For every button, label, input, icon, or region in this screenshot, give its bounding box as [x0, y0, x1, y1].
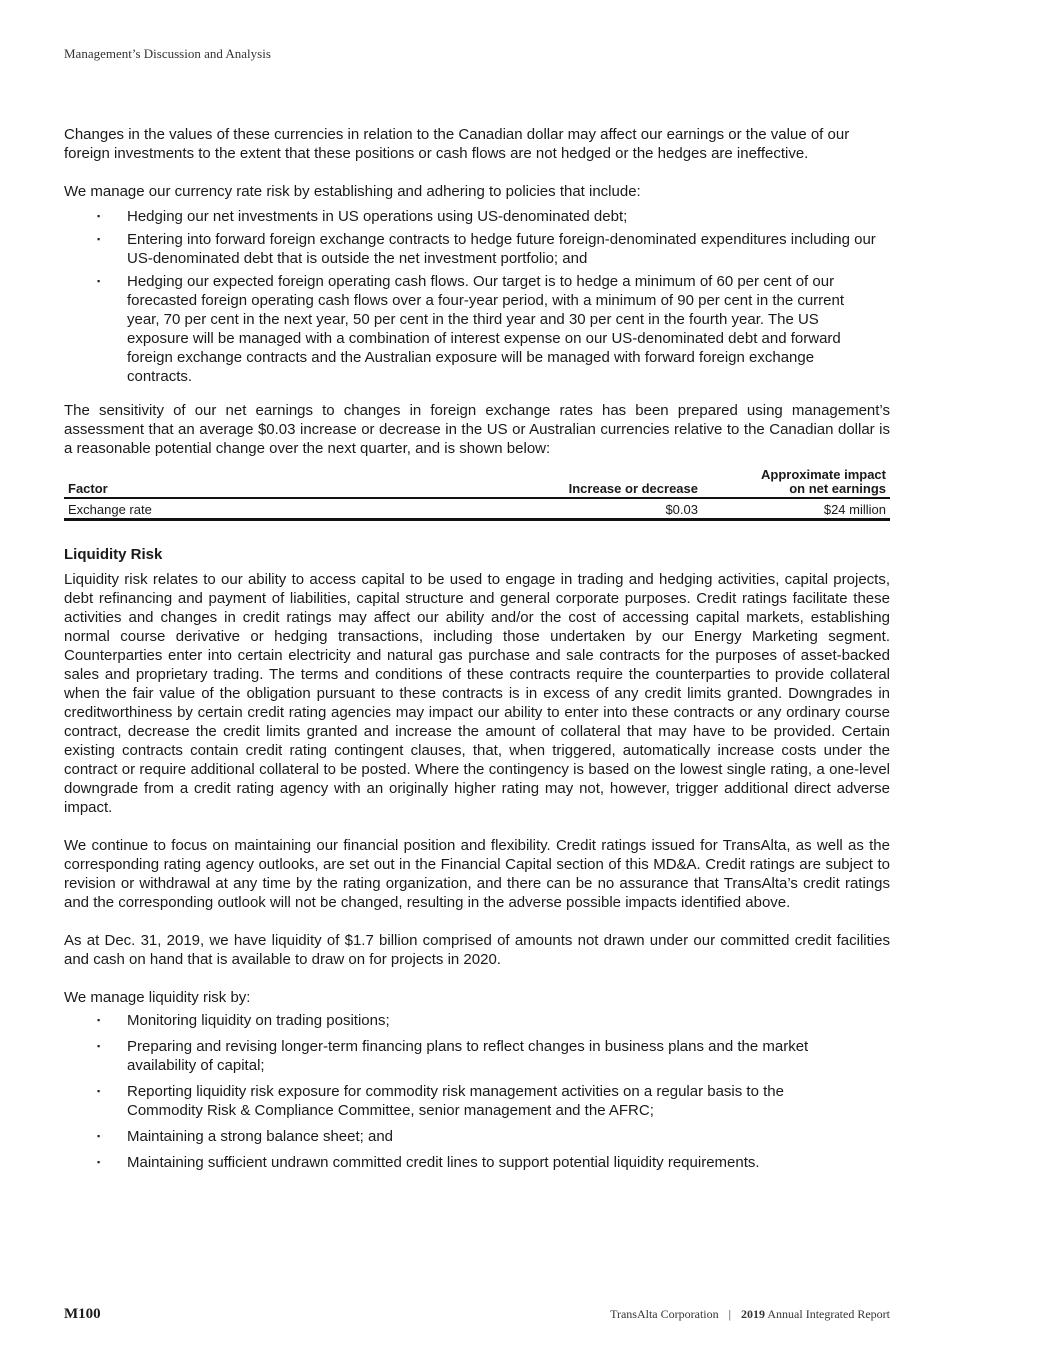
page-number: M100: [64, 1306, 101, 1322]
header-impact: [698, 468, 890, 496]
list-item: ▪ Hedging our net investments in US operations using US-denominated debt;: [64, 207, 890, 226]
liquidity-paragraph-4: We manage liquidity risk by:: [64, 989, 251, 1006]
section-title-liquidity: Liquidity Risk: [64, 546, 163, 563]
liquidity-policy-list: [64, 1011, 890, 1172]
running-header: Management’s Discussion and Analysis: [64, 46, 271, 61]
cell-impact: $24 million: [823, 502, 886, 517]
cell-factor: Exchange rate: [68, 502, 152, 517]
table-header: [64, 468, 890, 499]
footer-report-title: [610, 1307, 890, 1322]
footer-company: TransAlta Corporation: [610, 1307, 719, 1321]
footer-report: Annual Integrated Report: [767, 1307, 890, 1321]
liquidity-paragraph-1: Liquidity risk relates to our ability to access capital to be used to engage in trading and hedging activities, capital projects, debt refinancing and payment of liabilities, capital structure and general corporate purposes. Credit ratings facilitate these activities and changes in credit ratings may affect our ability and/or the cost of accessing capital markets, establishing normal course derivative or hedging transactions, including those undertaken by our Energy Marketing segment. Counterparties enter into certain electricity and natural gas purchase and sale contracts for the purposes of asset-backed sales and proprietary trading. The terms and conditions of these contracts require the counterparties to provide collateral when the fair value of the obligation pursuant to these contracts is in excess of any credit limits granted. Downgrades in creditworthiness by certain credit rating agencies may impact our ability to enter into these contracts or any ordinary course contract, decrease the credit limits granted and increase the amount of collateral that may have to be provided. Certain existing contracts contain credit rating contingent clauses, that, when triggered, automatically increase costs under the contract or require additional collateral to be posted. Where the contingency is based on the lowest single rating, a one-level downgrade from a credit rating agency with an originally higher rating may not, however, trigger additional direct adverse impact.: [64, 571, 890, 816]
cell-change: $0.03: [665, 502, 698, 517]
list-item: ▪ Maintaining sufficient undrawn committed credit lines to support potential liquidity requirements.: [64, 1153, 890, 1172]
intro-paragraph-1: Changes in the values of these currencies in relation to the Canadian dollar may affect our earnings or the value of our foreign investments to the extent that these positions or cash flows are not hedged or the hedges are ineffective.: [64, 126, 850, 162]
header-change: Increase or decrease: [568, 481, 698, 496]
footer-separator: |: [728, 1307, 732, 1321]
list-item: ▪ Monitoring liquidity on trading positions;: [64, 1011, 890, 1030]
liquidity-paragraph-2: We continue to focus on maintaining our financial position and flexibility. Credit ratings issued for TransAlta, as well as the corresponding rating agency outlooks, are set out in the Financial Capital section of this MD&A. Credit ratings are subject to revision or withdrawal at any time by the rating organization, and there can be no assurance that TransAlta’s credit ratings and the corresponding outlook will not be changed, resulting in the adverse possible impacts identified above.: [64, 837, 890, 911]
currency-policy-list: [64, 207, 890, 386]
table-row: [64, 499, 890, 521]
header-factor: Factor: [68, 481, 108, 496]
header-impact-line2: on net earnings: [789, 481, 886, 496]
sensitivity-table: [64, 468, 890, 521]
footer-year: 2019: [741, 1307, 766, 1321]
header-impact-line1: Approximate impact: [761, 467, 886, 482]
intro-paragraph-2: We manage our currency rate risk by establishing and adhering to policies that include:: [64, 183, 641, 200]
sensitivity-paragraph: The sensitivity of our net earnings to changes in foreign exchange rates has been prepared using management’s assessment that an average $0.03 increase or decrease in the US or Australian currencies relative to the Canadian dollar is a reasonable potential change over the next quarter, and is shown below:: [64, 402, 890, 457]
list-item: ▪ Hedging our expected foreign operating cash flows. Our target is to hedge a minimum of 60 per cent of our forecasted foreign operating cash flows over a four-year period, with a minimum of 90 per cent in the current year, 70 per cent in the next year, 50 per cent in the third year and 30 per cent in the fourth year. The US exposure will be managed with a combination of interest expense on our US-denominated debt and forward foreign exchange contracts and the Australian exposure will be managed with forward foreign exchange contracts.: [64, 272, 890, 386]
list-item: ▪ Preparing and revising longer-term financing plans to reflect changes in business plans and the market availability of capital;: [64, 1037, 890, 1075]
list-item: ▪ Reporting liquidity risk exposure for commodity risk management activities on a regular basis to the Commodity Risk & Compliance Committee, senior management and the AFRC;: [64, 1082, 890, 1120]
list-item: ▪ Maintaining a strong balance sheet; and: [64, 1127, 890, 1146]
liquidity-paragraph-3: As at Dec. 31, 2019, we have liquidity of $1.7 billion comprised of amounts not drawn under our committed credit facilities and cash on hand that is available to draw on for projects in 2020.: [64, 932, 890, 968]
list-item: ▪ Entering into forward foreign exchange contracts to hedge future foreign-denominated expenditures including our US-denominated debt that is outside the net investment portfolio; and: [64, 230, 890, 268]
page-content: [64, 125, 890, 1179]
